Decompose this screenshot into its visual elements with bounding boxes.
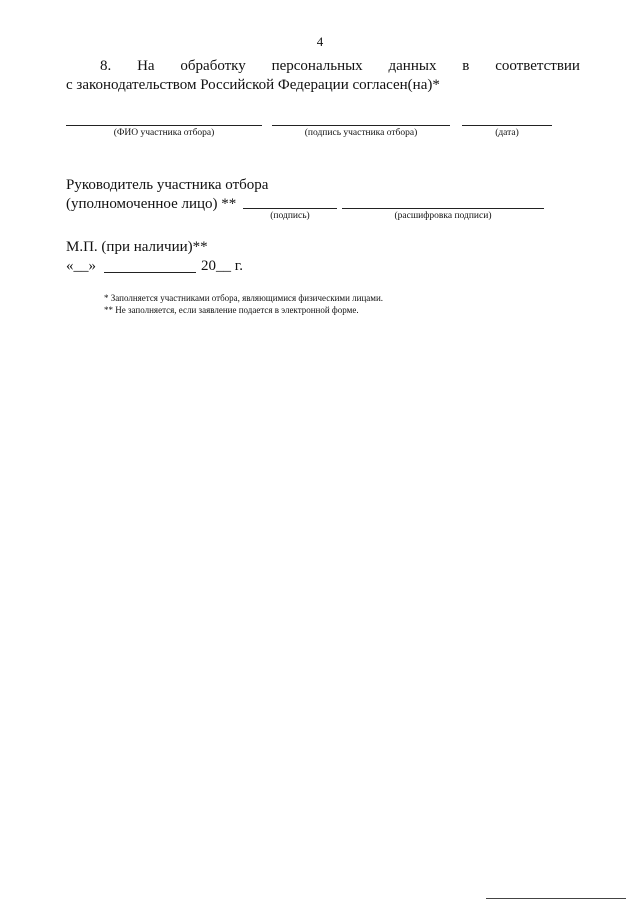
date-signature-line[interactable] bbox=[462, 125, 552, 126]
consent-word: данных bbox=[388, 58, 437, 74]
month-blank-line[interactable] bbox=[104, 272, 196, 273]
date-year: 20__ г. bbox=[201, 258, 243, 274]
head-signature-caption: (подпись) bbox=[270, 211, 310, 221]
footnote-2: ** Не заполняется, если заявление подается в электронной форме. bbox=[104, 305, 359, 315]
date-caption: (дата) bbox=[495, 128, 519, 138]
fio-caption: (ФИО участника отбора) bbox=[113, 128, 215, 138]
consent-word: персональных bbox=[271, 58, 363, 74]
page-number: 4 bbox=[316, 34, 324, 49]
date-open-quote: «__» bbox=[66, 258, 96, 274]
head-decoding-caption: (расшифровка подписи) bbox=[394, 211, 492, 221]
consent-word: 8. bbox=[100, 58, 112, 74]
participant-signature-line[interactable] bbox=[272, 125, 450, 126]
head-title-line2: (уполномоченное лицо) ** bbox=[66, 196, 237, 212]
consent-word: соответствии bbox=[495, 58, 580, 74]
head-decoding-line[interactable] bbox=[342, 208, 544, 209]
fio-signature-line[interactable] bbox=[66, 125, 262, 126]
bottom-rule bbox=[486, 898, 626, 899]
stamp-label: М.П. (при наличии)** bbox=[66, 239, 208, 255]
consent-word: в bbox=[462, 58, 470, 74]
participant-signature-caption: (подпись участника отбора) bbox=[304, 128, 418, 138]
consent-paragraph-line1 bbox=[66, 58, 580, 75]
footnote-1: * Заполняется участниками отбора, являющимися физическими лицами. bbox=[104, 293, 384, 303]
consent-word: На bbox=[137, 58, 155, 74]
head-title-line1: Руководитель участника отбора bbox=[66, 177, 269, 193]
consent-word: обработку bbox=[180, 58, 246, 74]
consent-paragraph-line2: с законодательством Российской Федерации согласен(на)* bbox=[66, 77, 440, 93]
head-signature-line[interactable] bbox=[243, 208, 337, 209]
